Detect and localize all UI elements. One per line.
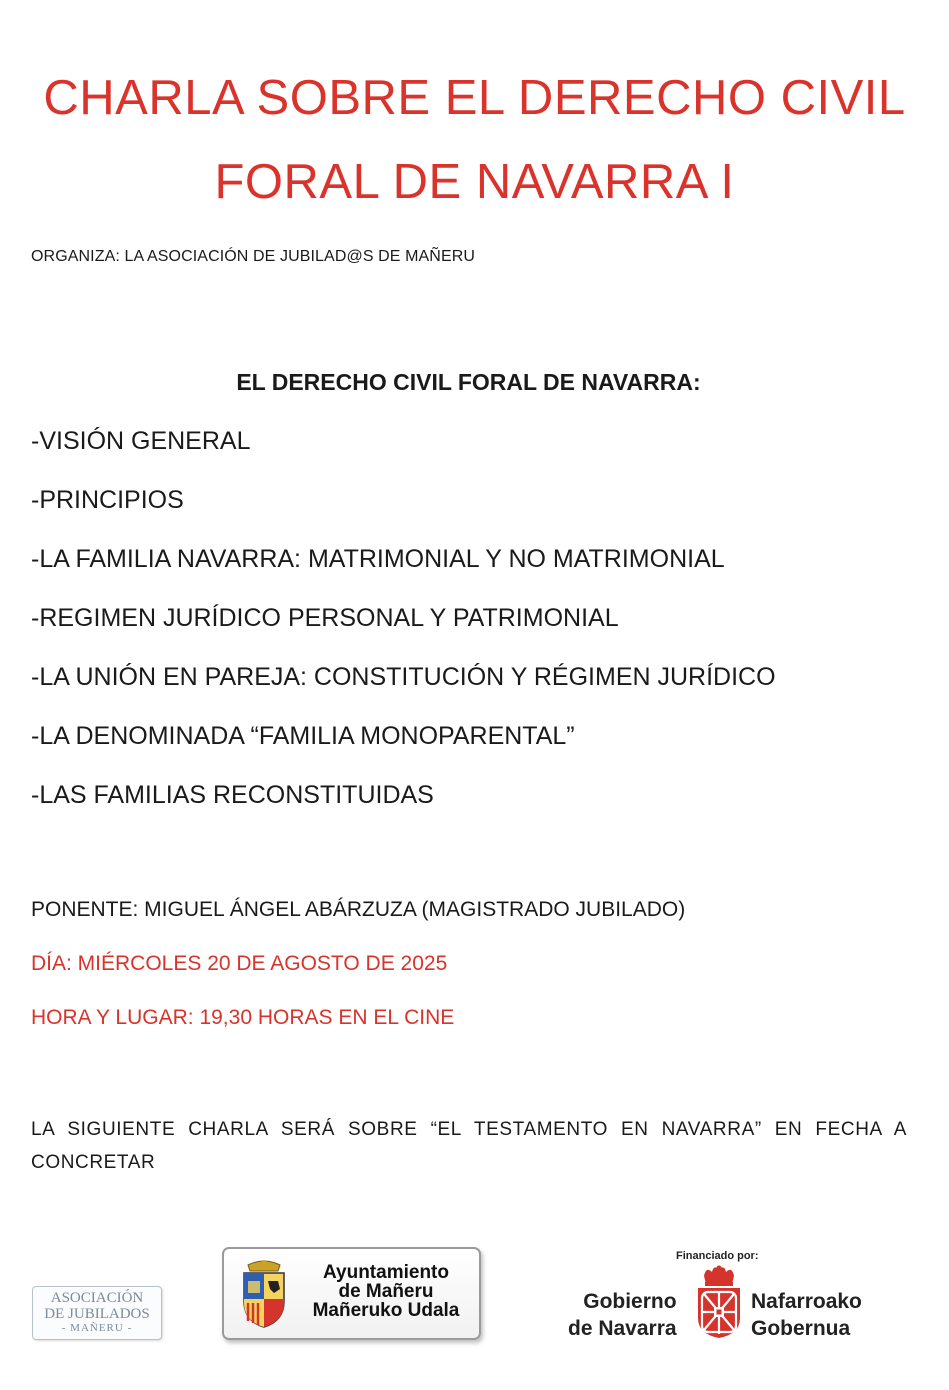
gobierno-es-line2: de Navarra (568, 1317, 677, 1340)
ayuntamiento-logo-text (296, 1263, 476, 1320)
topic-item: -LA UNIÓN EN PAREJA: CONSTITUCIÓN Y RÉGIMEN JURÍDICO (31, 663, 776, 691)
asociacion-logo-line2: DE JUBILADOS (44, 1306, 150, 1322)
coat-of-arms-icon (238, 1259, 290, 1329)
financed-by-label: Financiado por: (676, 1250, 759, 1262)
gobierno-navarra-logo (566, 1250, 876, 1340)
navarra-emblem-icon (694, 1264, 744, 1340)
ayuntamiento-line2: de Mañeru (338, 1281, 434, 1302)
ayuntamiento-line1: Ayuntamiento (323, 1262, 449, 1283)
topic-item: -LA DENOMINADA “FAMILIA MONOPARENTAL” (31, 722, 575, 750)
gobierno-es-line1: Gobierno (583, 1290, 677, 1313)
next-talk-notice: LA SIGUIENTE CHARLA SERÁ SOBRE “EL TESTAMENTO EN NAVARRA” EN FECHA A CONCRETAR (31, 1119, 907, 1173)
topic-item: -VISIÓN GENERAL (31, 427, 251, 455)
ayuntamiento-line3: Mañeruko Udala (312, 1300, 460, 1321)
title-line-2: FORAL DE NAVARRA I (214, 155, 735, 209)
speaker-text: PONENTE: MIGUEL ÁNGEL ABÁRZUZA (MAGISTRADO JUBILADO) (31, 898, 686, 921)
ayuntamiento-logo (222, 1247, 481, 1340)
gobierno-eu-line2: Gobernua (751, 1317, 851, 1340)
asociacion-logo-line3: - MAÑERU - (61, 1322, 133, 1334)
topic-item: -REGIMEN JURÍDICO PERSONAL Y PATRIMONIAL (31, 604, 619, 632)
gobierno-es-name (568, 1288, 677, 1342)
topic-item: -PRINCIPIOS (31, 486, 184, 514)
time-place-text: HORA Y LUGAR: 19,30 HORAS EN EL CINE (31, 1006, 455, 1029)
topic-item: -LAS FAMILIAS RECONSTITUIDAS (31, 781, 434, 809)
asociacion-logo-line1: ASOCIACIÓN (50, 1290, 144, 1306)
asociacion-logo (32, 1286, 162, 1340)
topic-item: -LA FAMILIA NAVARRA: MATRIMONIAL Y NO MATRIMONIAL (31, 545, 725, 573)
gobierno-eu-name (751, 1288, 862, 1342)
topic-list (31, 425, 776, 838)
program-heading: EL DERECHO CIVIL FORAL DE NAVARRA: (236, 369, 701, 395)
organizer-text: ORGANIZA: LA ASOCIACIÓN DE JUBILAD@S DE MAÑERU (31, 248, 476, 265)
gobierno-eu-line1: Nafarroako (751, 1290, 862, 1313)
title-line-1: CHARLA SOBRE EL DERECHO CIVIL (43, 71, 906, 125)
date-text: DÍA: MIÉRCOLES 20 DE AGOSTO DE 2025 (31, 952, 448, 975)
